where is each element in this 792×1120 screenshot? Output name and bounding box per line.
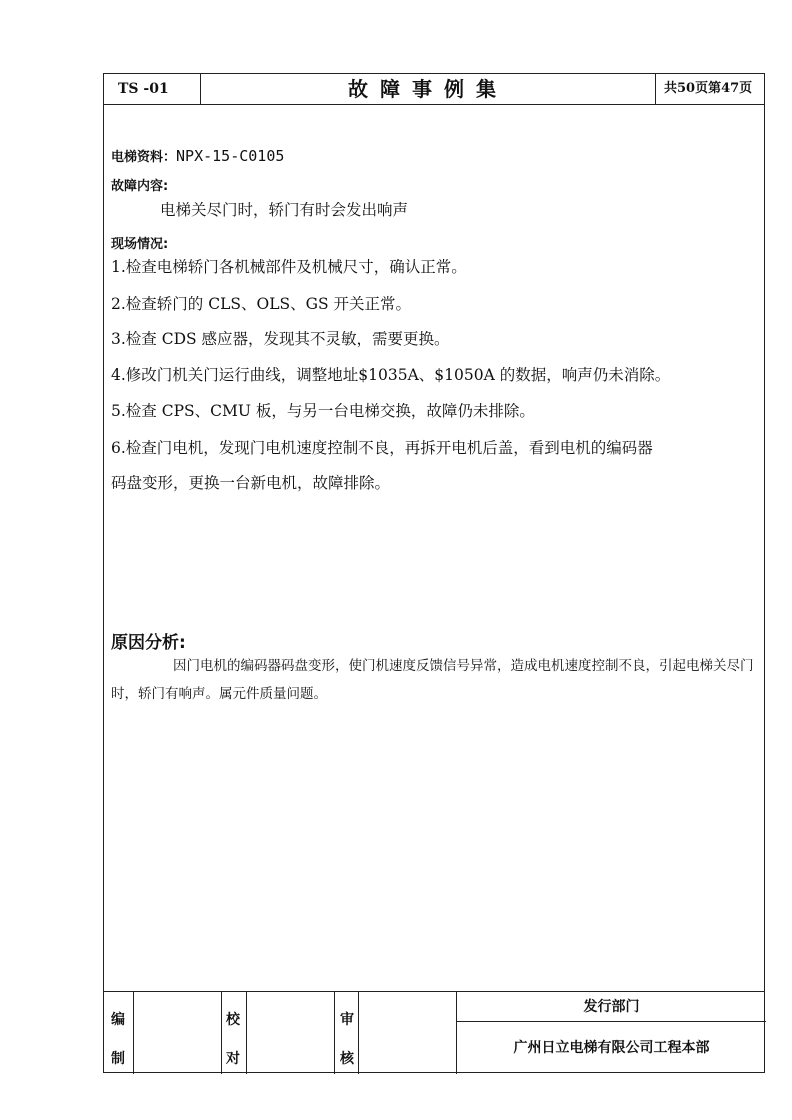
page-count: 共50页第47页 — [655, 74, 766, 104]
cause-text: 因门电机的编码器码盘变形，使门机速度反馈信号异常，造成电机速度控制不良，引起电梯关尽门时，轿门有响声。属元件质量问题。 — [111, 658, 754, 702]
edit-signature-cell — [134, 992, 222, 1074]
check-signature-cell — [247, 992, 335, 1074]
step-item: 1.检查电梯轿门各机械部件及机械尺寸，确认正常。 — [111, 258, 467, 276]
step-item: 3.检查 CDS 感应器，发现其不灵敏，需要更换。 — [111, 330, 450, 348]
check-label-cell — [222, 992, 247, 1074]
check-label-top: 校 — [226, 1012, 240, 1028]
step-item: 5.检查 CPS、CMU 板，与另一台电梯交换，故障仍未排除。 — [111, 402, 535, 420]
edit-label-top: 编 — [111, 1012, 125, 1028]
check-label-bottom: 对 — [226, 1051, 240, 1067]
fault-label: 故障内容: — [111, 179, 169, 194]
issuing-dept-name: 广州日立电梯有限公司工程本部 — [513, 1040, 710, 1056]
header-row — [104, 74, 764, 105]
review-label-top: 审 — [340, 1012, 354, 1028]
document-title: 故障事例集 — [348, 77, 508, 101]
issuing-dept-label: 发行部门 — [457, 992, 766, 1022]
step-item: 6.检查门电机，发现门电机速度控制不良，再拆开电机后盖，看到电机的编码器 — [111, 439, 653, 457]
step-item: 2.检查轿门的 CLS、OLS、GS 开关正常。 — [111, 295, 412, 313]
review-label-bottom: 核 — [340, 1051, 354, 1067]
elevator-model-line — [111, 146, 284, 165]
situation-label: 现场情况: — [111, 237, 169, 252]
elevator-model-value: NPX-15-C0105 — [176, 147, 285, 165]
cause-heading: 原因分析: — [111, 633, 186, 653]
step-item: 码盘变形，更换一台新电机，故障排除。 — [111, 474, 391, 492]
document-frame — [103, 73, 765, 1073]
edit-label-cell — [104, 992, 134, 1074]
review-signature-cell — [359, 992, 457, 1074]
document-code: TS -01 — [104, 74, 201, 104]
elevator-model-label: 电梯资料： — [111, 150, 177, 165]
step-item: 4.修改门机关门运行曲线，调整地址$1035A、$1050A 的数据，响声仍未消除。 — [111, 366, 671, 384]
fault-text: 电梯关尽门时，轿门有时会发出响声 — [160, 201, 409, 219]
footer-table — [104, 991, 764, 1074]
review-label-cell — [335, 992, 359, 1074]
edit-label-bottom: 制 — [111, 1051, 125, 1067]
